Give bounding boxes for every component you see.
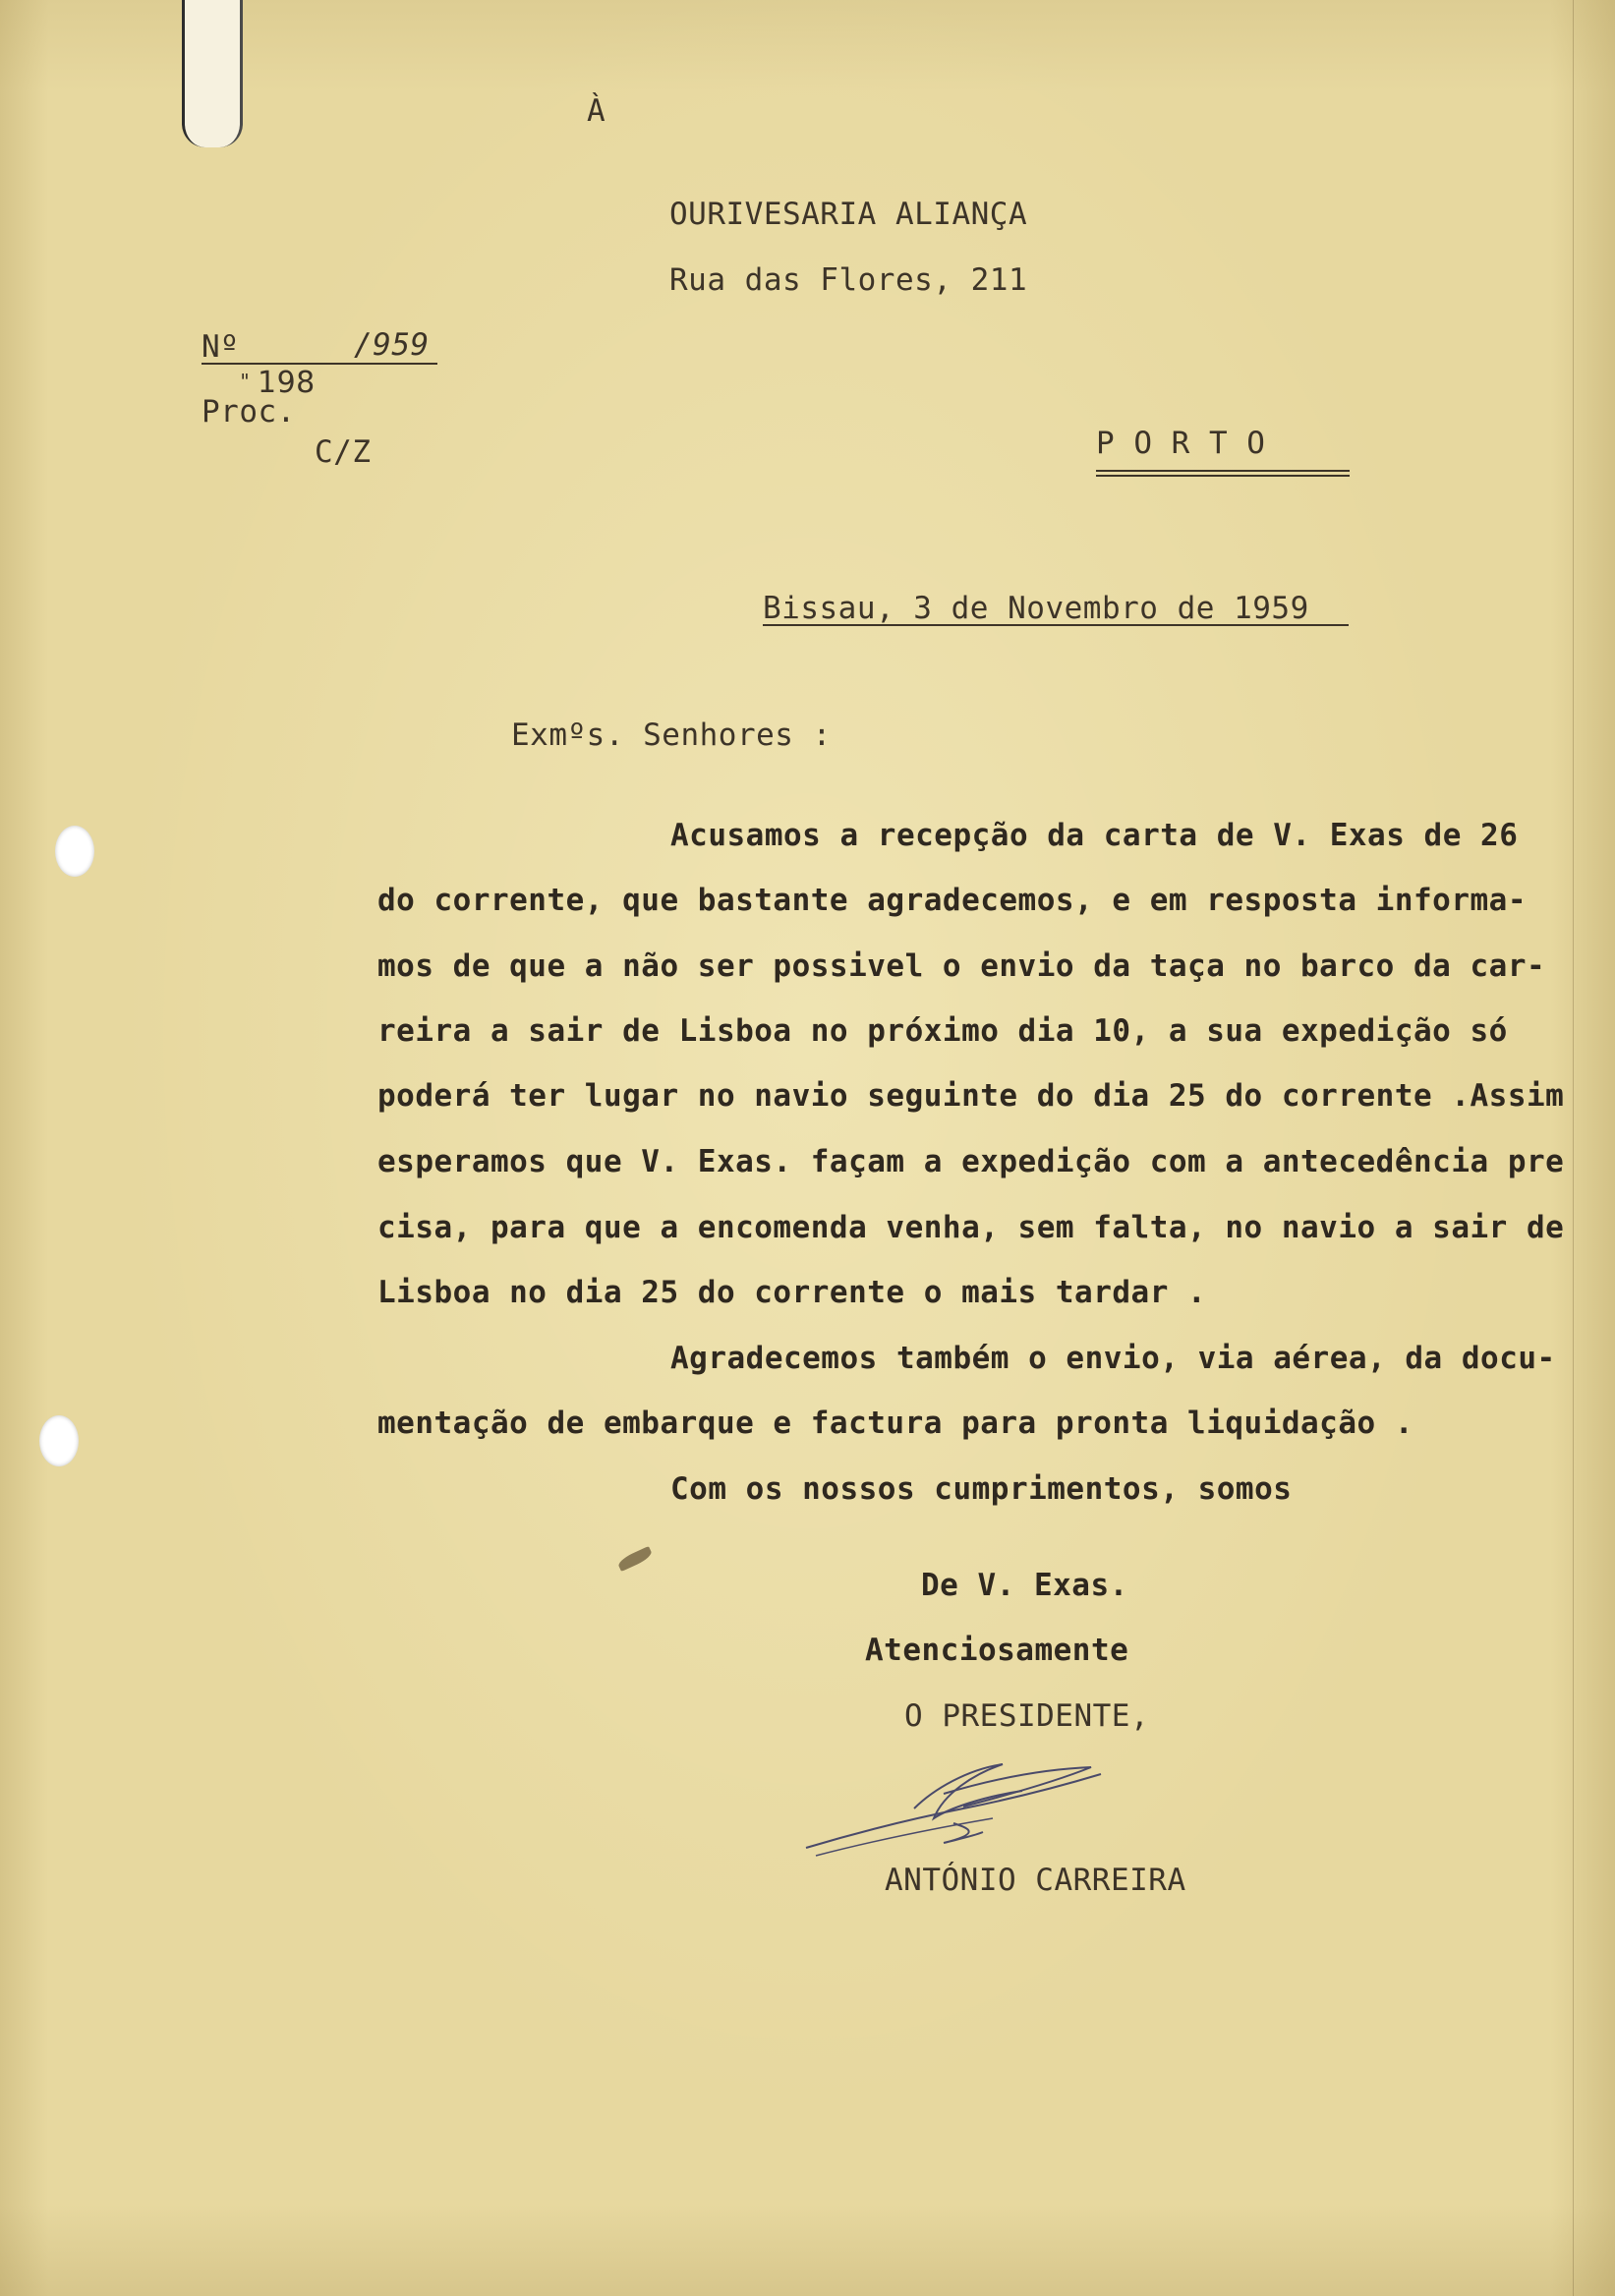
closing-line-1: De V. Exas.	[921, 1568, 1128, 1603]
closing-line-2: Atenciosamente	[865, 1633, 1129, 1668]
body-line-1: Acusamos a recepção da carta de V. Exas de 26	[670, 818, 1519, 853]
closing-line-3: O PRESIDENTE,	[904, 1698, 1150, 1734]
reference-code: C/Z	[315, 434, 372, 470]
proc-ditto-mark: "	[239, 370, 252, 393]
punch-hole-top	[55, 826, 94, 877]
reference-number-label: Nº	[202, 329, 240, 365]
body-line-11: Com os nossos cumprimentos, somos	[670, 1471, 1293, 1507]
reference-underline	[202, 363, 437, 365]
date-underline	[763, 624, 1349, 626]
body-line-9: Agradecemos também o envio, via aérea, da docu-	[670, 1341, 1556, 1376]
city-double-underline	[1096, 470, 1350, 477]
reference-number-value: /959	[354, 327, 430, 363]
body-line-8: Lisboa no dia 25 do corrente o mais tardar .	[377, 1275, 1207, 1310]
body-line-5: poderá ter lugar no navio seguinte do dia 25 do corrente .Assim	[377, 1078, 1565, 1114]
proc-number: 198	[258, 366, 316, 400]
proc-label: Proc.	[202, 394, 296, 430]
addressee-street: Rua das Flores, 211	[669, 262, 1028, 298]
body-line-3: mos de que a não ser possivel o envio da taça no barco da car-	[377, 948, 1546, 984]
body-line-4: reira a sair de Lisboa no próximo dia 10, a sua expedição só	[377, 1013, 1508, 1049]
staple-mark	[182, 0, 243, 147]
punch-hole-bottom	[39, 1415, 79, 1466]
body-line-7: cisa, para que a encomenda venha, sem falta, no navio a sair de	[377, 1210, 1565, 1245]
date-line: Bissau, 3 de Novembro de 1959	[763, 591, 1309, 626]
addressee-name: OURIVESARIA ALIANÇA	[669, 197, 1028, 232]
paper-fold-line	[1573, 0, 1574, 2296]
body-line-6: esperamos que V. Exas. façam a expedição com a antecedência pre	[377, 1144, 1565, 1179]
addressee-city: P O R T O	[1096, 426, 1266, 461]
handwritten-signature	[796, 1750, 1121, 1863]
ink-mark	[616, 1546, 654, 1572]
body-line-2: do corrente, que bastante agradecemos, e em resposta informa-	[377, 883, 1527, 918]
addressee-prefix: À	[587, 93, 606, 129]
body-line-10: mentação de embarque e factura para pronta liquidação .	[377, 1406, 1413, 1441]
signatory-name: ANTÓNIO CARREIRA	[885, 1863, 1186, 1898]
salutation: Exmºs. Senhores :	[511, 718, 832, 753]
